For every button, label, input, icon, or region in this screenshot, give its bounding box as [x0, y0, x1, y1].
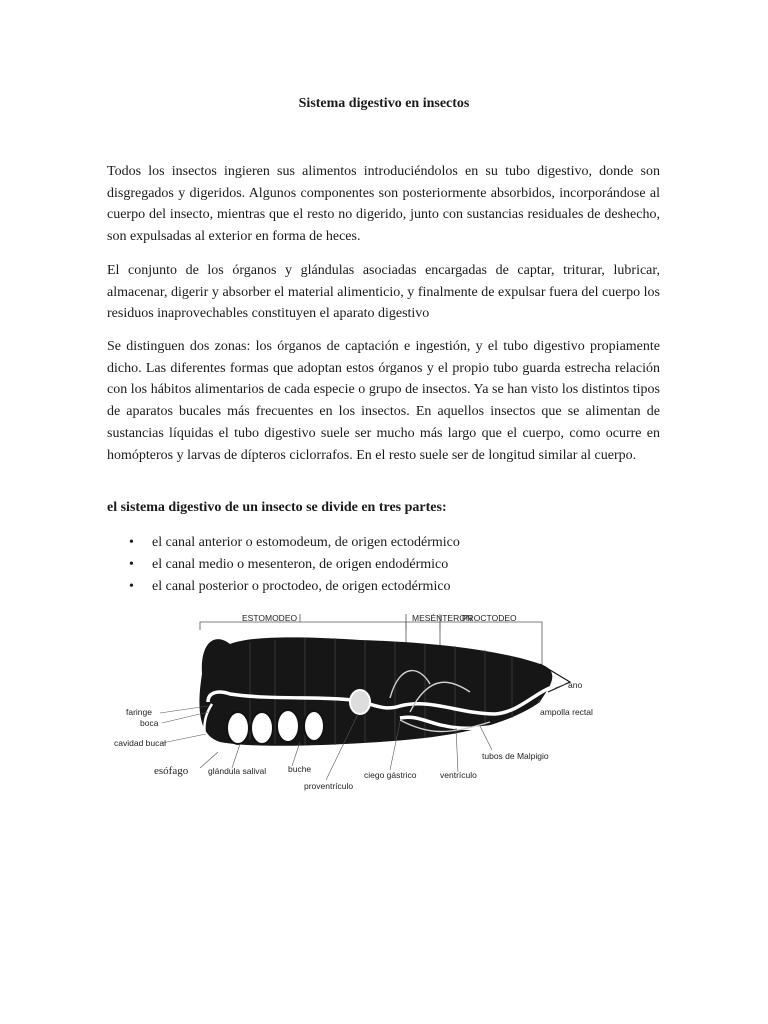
label-faringe: faringe: [126, 707, 152, 717]
label-ano: ano: [568, 680, 583, 690]
list-item: • el canal anterior o estomodeum, de origen ectodérmico: [107, 532, 460, 554]
label-tubos-malpigio: tubos de Malpigio: [482, 751, 549, 761]
label-esofago: esófago: [154, 765, 189, 777]
list-item: • el canal medio o mesenteron, de origen endodérmico: [107, 554, 460, 576]
section-label-mesenteron: MESÉNTERON: [412, 613, 472, 623]
label-ventriculo: ventrículo: [440, 770, 477, 780]
insect-body-illustration: [199, 637, 570, 750]
label-ciego-gastrico: ciego gástrico: [364, 770, 417, 780]
section-subheading: el sistema digestivo de un insecto se divide en tres partes:: [107, 500, 447, 515]
label-glandula-salival: glándula salival: [208, 766, 267, 776]
list-item: • el canal posterior o proctodeo, de origen ectodérmico: [107, 576, 460, 598]
document-title: Sistema digestivo en insectos: [298, 96, 470, 111]
label-cavidad-bucal: cavidad bucal: [114, 738, 166, 748]
parts-list: [107, 532, 460, 598]
paragraph-intro: Todos los insectos ingieren sus alimentos introduciéndolos en su tubo digestivo, donde son disgregados y digeridos. Algunos componentes son posteriormente absorbidos, incorporándose al cuerpo del insecto, mientras que el resto no digerido, junto con sustancias residuales de deshecho, son expulsadas al exterior en forma de heces.: [107, 164, 660, 245]
label-proventriculo: proventrículo: [304, 781, 354, 791]
section-label-proctodeo: PROCTODEO: [462, 613, 517, 623]
section-label-estomodeo: ESTOMODEO: [242, 613, 298, 623]
digestive-system-diagram: [100, 602, 600, 802]
paragraph-zones: Se distinguen dos zonas: los órganos de captación e ingestión, y el tubo digestivo propiamente dicho. Las diferentes formas que adoptan estos órganos y el propio tubo guarda estrecha relación con los hábitos alimentarios de cada especie o grupo de insectos. Ya se han visto los distintos tipos de aparatos bucales más frecuentes en los insectos. En aquellos insectos que se alimentan de sustancias líquidas el tubo digestivo suele ser mucho más largo que el cuerpo, como ocurre en homópteros y larvas de dípteros ciclorrafos. En el resto suele ser de longitud similar al cuerpo.: [107, 339, 660, 463]
label-buche: buche: [288, 764, 312, 774]
label-ampolla-rectal: ampolla rectal: [540, 707, 593, 717]
label-boca: boca: [140, 718, 159, 728]
paragraph-definition: El conjunto de los órganos y glándulas asociadas encargadas de captar, triturar, lubricar, almacenar, digerir y absorber el material alimenticio, y finalmente de expulsar fuera del cuerpo los residuos inaprovechables constituyen el aparato digestivo: [107, 263, 660, 322]
